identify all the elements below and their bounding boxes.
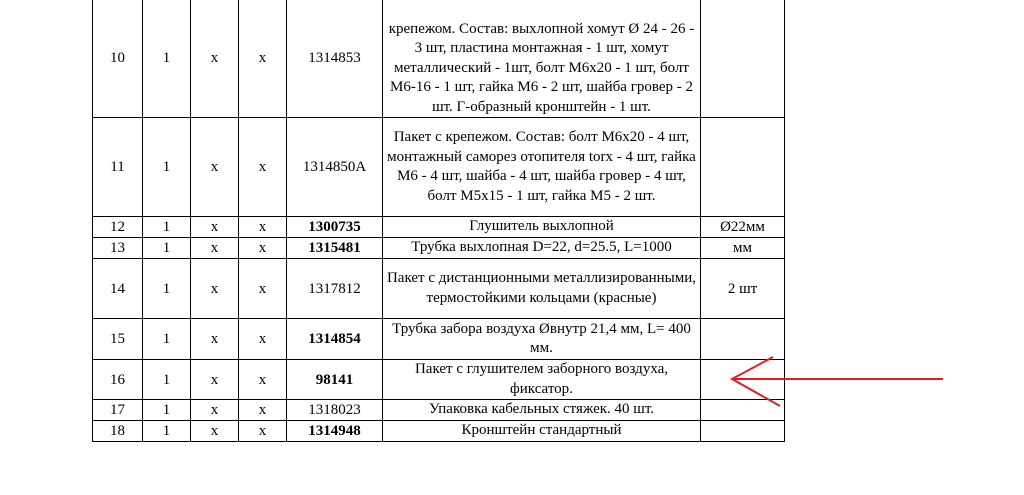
row-number-cell: 13 [93, 238, 143, 259]
mark-cell-a: x [191, 400, 239, 421]
mark-cell-a: x [191, 259, 239, 319]
description-cell: Упаковка кабельных стяжек. 40 шт. [383, 400, 701, 421]
mark-cell-a: x [191, 319, 239, 360]
row-number-cell: 15 [93, 319, 143, 360]
mark-cell-b: x [239, 217, 287, 238]
note-cell: 2 шт [701, 259, 785, 319]
row-number-cell: 14 [93, 259, 143, 319]
description-cell: крепежом. Состав: выхлопной хомут Ø 24 - 26 - 3 шт, пластина монтажная - 1 шт, хомут металлический - 1шт, болт М6х20 - 1 шт, болт М6-16 - 1 шт, гайка М6 - 2 шт, шайба гровер - 2 шт. Г-образный кронштейн - 1 шт. [383, 0, 701, 118]
article-code-cell: 1314850А [287, 118, 383, 217]
quantity-cell: 1 [143, 360, 191, 400]
quantity-cell: 1 [143, 217, 191, 238]
quantity-cell: 1 [143, 400, 191, 421]
article-code-cell: 1300735 [287, 217, 383, 238]
mark-cell-b: x [239, 360, 287, 400]
mark-cell-a: x [191, 360, 239, 400]
arrow-head [732, 357, 780, 406]
row-number-cell: 18 [93, 421, 143, 442]
mark-cell-b: x [239, 259, 287, 319]
row-number-cell: 10 [93, 0, 143, 118]
description-cell: Кронштейн стандартный [383, 421, 701, 442]
article-code-cell: 98141 [287, 360, 383, 400]
quantity-cell: 1 [143, 319, 191, 360]
description-cell: Трубка выхлопная D=22, d=25.5, L=1000 [383, 238, 701, 259]
description-cell: Трубка забора воздуха Øвнутр 21,4 мм, L= 400 мм. [383, 319, 701, 360]
description-cell: Глушитель выхлопной [383, 217, 701, 238]
mark-cell-a: x [191, 0, 239, 118]
description-cell: Пакет с глушителем заборного воздуха, фиксатор. [383, 360, 701, 400]
mark-cell-b: x [239, 421, 287, 442]
row-number-cell: 17 [93, 400, 143, 421]
note-cell: мм [701, 238, 785, 259]
mark-cell-b: x [239, 118, 287, 217]
quantity-cell: 1 [143, 238, 191, 259]
quantity-cell: 1 [143, 259, 191, 319]
quantity-cell: 1 [143, 118, 191, 217]
mark-cell-a: x [191, 217, 239, 238]
article-code-cell: 1314948 [287, 421, 383, 442]
quantity-cell: 1 [143, 0, 191, 118]
mark-cell-a: x [191, 421, 239, 442]
row-number-cell: 16 [93, 360, 143, 400]
mark-cell-a: x [191, 238, 239, 259]
row-number-cell: 12 [93, 217, 143, 238]
article-code-cell: 1314854 [287, 319, 383, 360]
mark-cell-b: x [239, 319, 287, 360]
quantity-cell: 1 [143, 421, 191, 442]
article-code-cell: 1318023 [287, 400, 383, 421]
article-code-cell: 1315481 [287, 238, 383, 259]
description-cell: Пакет с крепежом. Состав: болт М6х20 - 4 шт, монтажный саморез отопителя torx - 4 шт, гайка М6 - 4 шт, шайба - 4 шт, шайба гровер - 4 шт, болт М5х15 - 1 шт, гайка М5 - 2 шт. [383, 118, 701, 217]
article-code-cell: 1314853 [287, 0, 383, 118]
mark-cell-b: x [239, 238, 287, 259]
row-number-cell: 11 [93, 118, 143, 217]
mark-cell-b: x [239, 400, 287, 421]
article-code-cell: 1317812 [287, 259, 383, 319]
mark-cell-b: x [239, 0, 287, 118]
description-cell: Пакет с дистанционными металлизированными, термостойкими кольцами (красные) [383, 259, 701, 319]
note-cell: Ø22мм [701, 217, 785, 238]
mark-cell-a: x [191, 118, 239, 217]
